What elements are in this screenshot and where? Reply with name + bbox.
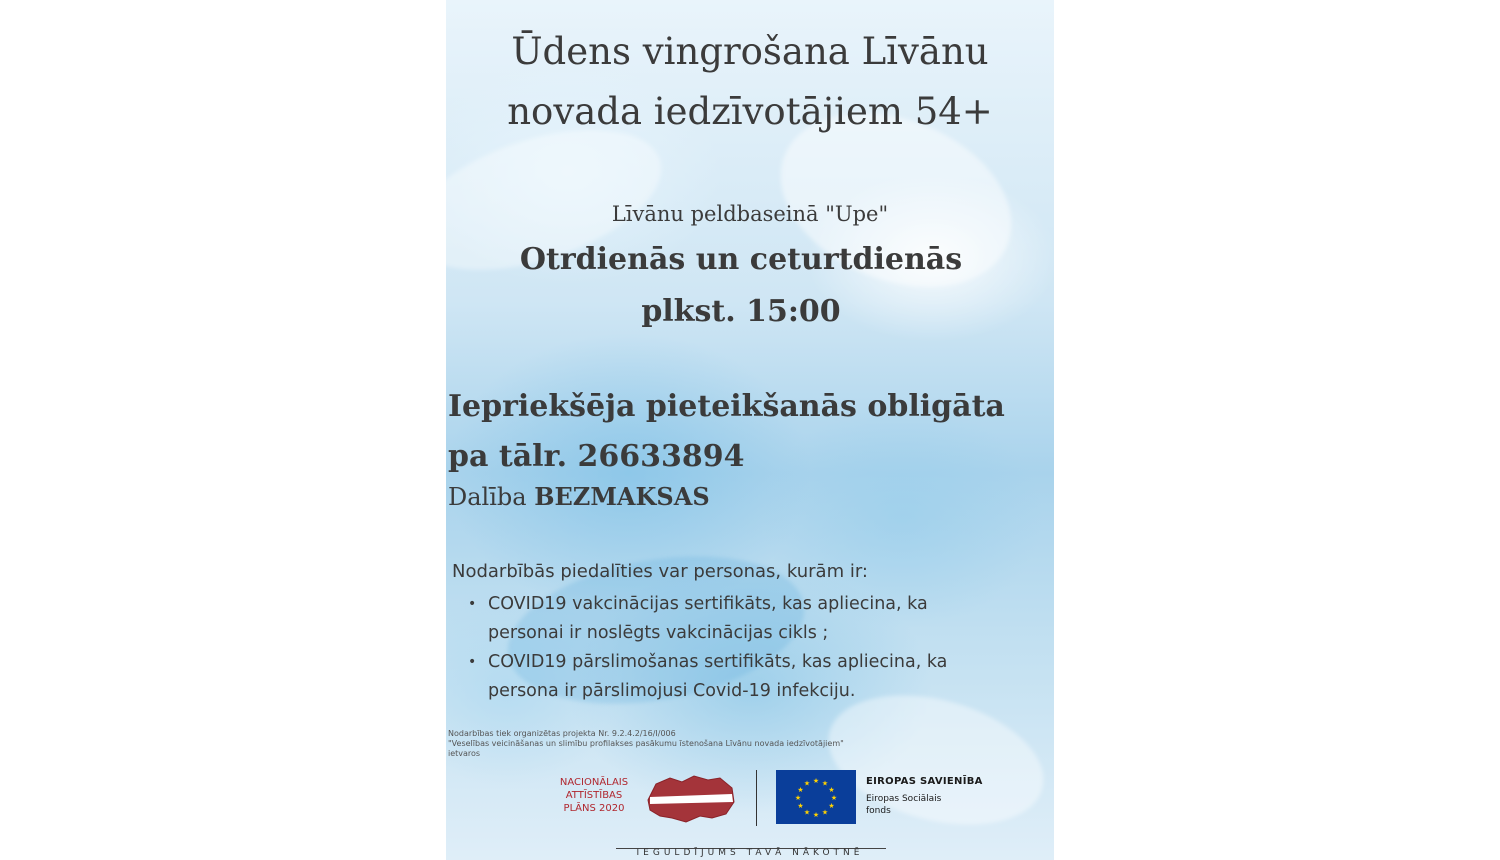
latvia-map-flag-icon	[642, 770, 738, 826]
svg-text:★: ★	[803, 779, 811, 788]
schedule-time: plkst. 15:00	[641, 294, 841, 329]
svg-text:★: ★	[812, 811, 820, 819]
svg-text:★: ★	[821, 779, 829, 788]
condition-line: persona ir pārslimojusi Covid-19 infekciju.	[488, 681, 856, 701]
fee-prefix: Dalība	[448, 483, 527, 511]
bullet-icon: •	[468, 654, 477, 670]
conditions-list	[468, 590, 1048, 706]
condition-line: personai ir noslēgts vakcinācijas cikls ;	[488, 623, 829, 643]
eu-subtitle-line: Eiropas Sociālais	[866, 794, 942, 804]
eu-title: EIROPAS SAVIENĪBA	[866, 776, 983, 787]
svg-text:★: ★	[821, 808, 829, 817]
eu-text	[866, 776, 983, 817]
venue-text: Līvānu peldbaseinā "Upe"	[611, 202, 889, 226]
fee-value: BEZMAKSAS	[534, 482, 710, 511]
participation-fee	[448, 482, 710, 511]
nap-line: PLĀNS 2020	[563, 803, 625, 814]
svg-text:★: ★	[830, 794, 838, 802]
condition-line: COVID19 vakcinācijas sertifikāts, kas apliecina, ka	[488, 594, 928, 614]
project-note-line: ietvaros	[448, 749, 481, 758]
funding-logos	[446, 766, 1054, 828]
title-line-2: novada iedzīvotājiem 54+	[507, 90, 993, 133]
svg-text:★: ★	[812, 777, 820, 785]
poster-title	[446, 22, 1054, 142]
project-note	[448, 729, 1048, 759]
condition-line: COVID19 pārslimošanas sertifikāts, kas apliecina, ka	[488, 652, 948, 672]
project-note-line: "Veselības veicināšanas un slimību profilakses pasākumu īstenošana Līvānu novada iedzīvotājiem"	[448, 739, 844, 748]
title-line-1: Ūdens vingrošana Līvānu	[511, 30, 989, 73]
footer-slogan: IEGULDĪJUMS TAVĀ NĀKOTNĒ	[636, 848, 864, 858]
bullet-icon: •	[468, 596, 477, 612]
nap-2020-logo-text	[546, 776, 642, 815]
registration-line-1: Iepriekšēja pieteikšanās obligāta	[448, 389, 1005, 424]
logo-divider	[756, 770, 757, 826]
condition-item	[468, 648, 1048, 706]
svg-text:★: ★	[828, 786, 835, 794]
conditions-intro: Nodarbībās piedalīties var personas, kurām ir:	[452, 561, 868, 582]
schedule	[446, 234, 1036, 338]
svg-text:★: ★	[797, 802, 804, 810]
nap-line: NACIONĀLAIS	[559, 777, 629, 788]
schedule-days: Otrdienās un ceturtdienās	[519, 242, 963, 277]
svg-text:★: ★	[797, 786, 804, 794]
svg-text:★: ★	[794, 794, 802, 802]
nap-line: ATTĪSTĪBAS	[565, 790, 623, 801]
eu-subtitle	[866, 793, 956, 817]
svg-text:★: ★	[803, 808, 811, 817]
eu-flag-icon	[776, 770, 856, 824]
svg-text:★: ★	[828, 802, 835, 810]
project-note-line: Nodarbības tiek organizētas projekta Nr. 9.2.4.2/16/I/006	[448, 729, 676, 738]
condition-item	[468, 590, 1048, 648]
footer-slogan-bar	[446, 844, 1054, 860]
water-exercise-poster	[446, 0, 1054, 860]
registration-phone: pa tālr. 26633894	[448, 439, 745, 474]
eu-subtitle-line: fonds	[866, 806, 891, 816]
registration-info	[448, 382, 1005, 482]
